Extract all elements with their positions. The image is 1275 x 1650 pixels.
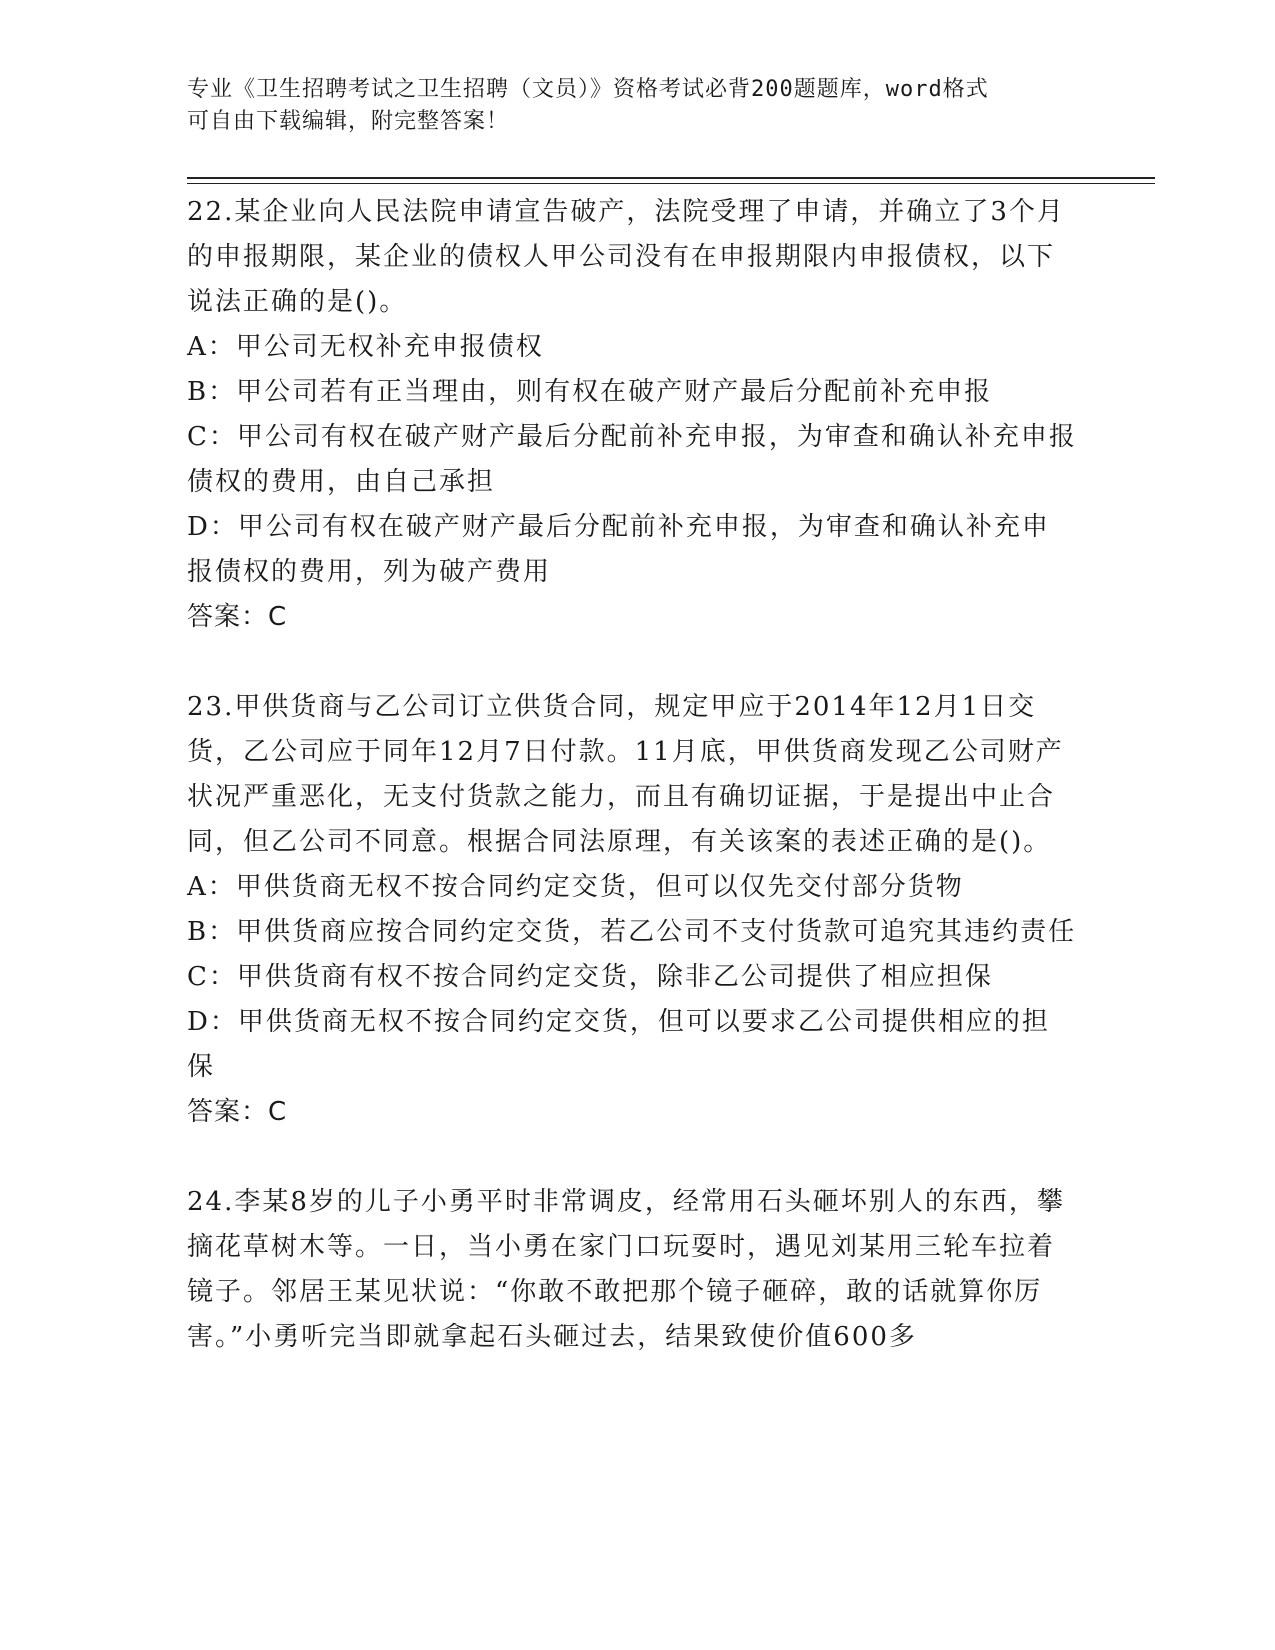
header-rule-thin [187,183,1155,184]
header-title-line-2: 可自由下载编辑，附完整答案！ [187,109,510,134]
header-rule-thick [187,177,1155,179]
question-stem: 22.某企业向人民法院申请宣告破产，法院受理了申请，并确立了3个月的申报期限，某企业的债权人甲公司没有在申报期限内申报债权，以下说法正确的是()。 [187,197,1065,317]
header-title-line-1: 专业《卫生招聘考试之卫生招聘（文员）》资格考试必背200题题库，word格式 [187,77,989,102]
option-c: C：甲公司有权在破产财产最后分配前补充申报，为审查和确认补充申报债权的费用，由自己承担 [187,422,1077,497]
option-b: B：甲公司若有正当理由，则有权在破产财产最后分配前补充申报 [187,377,993,407]
question-list [187,190,1077,1405]
answer: 答案：C [187,1097,288,1127]
document-header [187,74,1067,138]
question-stem: 24.李某8岁的儿子小勇平时非常调皮，经常用石头砸坏别人的东西，攀摘花草树木等。一日，当小勇在家门口玩耍时，遇见刘某用三轮车拉着镜子。邻居王某见状说：“你敢不敢把那个镜子砸碎，敢的话就算你厉害。”小勇听完当即就拿起石头砸过去，结果致使价值600多 [187,1187,1065,1352]
question-22 [187,190,1077,640]
option-c: C：甲供货商有权不按合同约定交货，除非乙公司提供了相应担保 [187,962,993,992]
option-a: A：甲公司无权补充申报债权 [187,332,544,362]
option-b: B：甲供货商应按合同约定交货，若乙公司不支付货款可追究其违约责任 [187,917,1077,947]
question-24 [187,1180,1077,1360]
option-d: D：甲公司有权在破产财产最后分配前补充申报，为审查和确认补充申报债权的费用，列为破产费用 [187,512,1050,587]
question-23 [187,685,1077,1135]
answer: 答案：C [187,602,288,632]
question-stem: 23.甲供货商与乙公司订立供货合同，规定甲应于2014年12月1日交货，乙公司应于同年12月7日付款。11月底，甲供货商发现乙公司财产状况严重恶化，无支付货款之能力，而且有确切证据，于是提出中止合同，但乙公司不同意。根据合同法原理，有关该案的表述正确的是()。 [187,692,1064,857]
option-a: A：甲供货商无权不按合同约定交货，但可以仅先交付部分货物 [187,872,964,902]
option-d: D：甲供货商无权不按合同约定交货，但可以要求乙公司提供相应的担保 [187,1007,1050,1082]
